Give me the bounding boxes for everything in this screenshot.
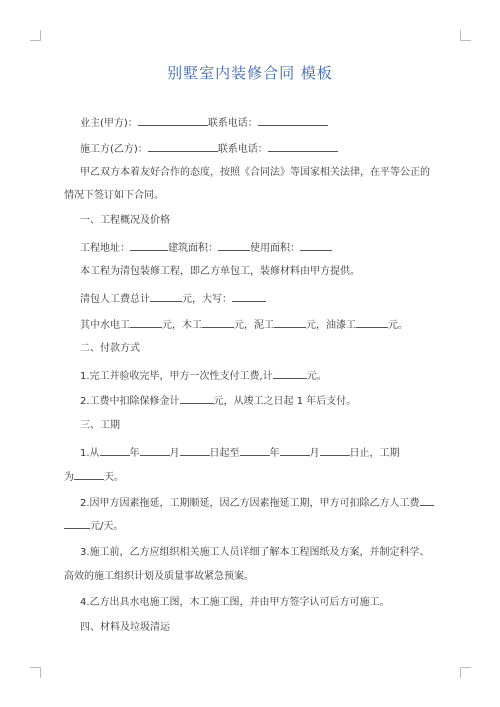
use-area-blank[interactable] <box>300 240 332 251</box>
labor-total-yuan: 元， <box>182 294 202 305</box>
payment-item-1-text: 1.完工并验收完毕，甲方一次性支付工费,计 <box>80 371 273 382</box>
section-3-heading: 三、工期 <box>80 420 120 431</box>
party-b-name-blank[interactable] <box>148 141 218 152</box>
intro-line-1: 甲乙双方本着友好合作的态度，按照《合同法》等国家相关法律，在平等公正的 <box>80 167 430 178</box>
party-a-name-blank[interactable] <box>138 115 208 126</box>
labor-breakdown-line <box>80 317 460 333</box>
carpenter-label: 元，木工 <box>162 320 202 331</box>
schedule-from: 1.从 <box>80 448 100 459</box>
start-month-blank[interactable] <box>140 445 170 456</box>
schedule-item-4: 4.乙方出具水电施工图，木工施工图，并由甲方签字认可后方可施工。 <box>80 597 390 608</box>
project-info-line <box>80 240 460 256</box>
start-year-blank[interactable] <box>100 445 130 456</box>
end-month-blank[interactable] <box>280 445 310 456</box>
corner-mark-top-right <box>460 30 471 41</box>
address-blank[interactable] <box>130 240 168 251</box>
labor-total-label: 清包人工费总计 <box>80 294 150 305</box>
payment-item-1 <box>80 368 460 384</box>
duration-days: 天。 <box>104 472 124 483</box>
party-a-phone-blank[interactable] <box>258 115 328 126</box>
end-day-label: 日止，工期 <box>349 448 400 459</box>
schedule-item-2 <box>80 495 460 511</box>
section-4-heading: 四、材料及垃圾清运 <box>80 622 170 633</box>
start-month-label: 月 <box>169 448 180 459</box>
corner-mark-bottom-left <box>30 667 41 678</box>
document-title: 别墅室内装修合同 模板 <box>167 64 333 82</box>
schedule-item-1 <box>80 445 460 461</box>
party-b-phone-blank[interactable] <box>268 141 338 152</box>
payment-item-2-suffix: 元，从竣工之日起 1 年后支付。 <box>213 396 357 407</box>
area-label: 建筑面积： <box>168 243 218 254</box>
electrician-blank[interactable] <box>130 317 162 328</box>
area-blank[interactable] <box>218 240 250 251</box>
end-day-blank[interactable] <box>320 445 350 456</box>
party-a-line <box>80 115 460 131</box>
electrician-label: 其中水电工 <box>80 320 130 331</box>
start-year-label: 年 <box>129 448 140 459</box>
day-to-label: 日起至 <box>209 448 240 459</box>
use-area-label: 使用面积： <box>250 243 300 254</box>
schedule-item-3: 3.施工前，乙方应组织相关施工人员详细了解本工程图纸及方案，并制定科学、 <box>80 547 430 558</box>
party-a-label: 业主(甲方)： <box>80 118 138 129</box>
payment-item-2 <box>80 393 460 409</box>
painter-label: 元，油漆工 <box>306 320 356 331</box>
schedule-item-1-cont <box>64 469 444 485</box>
schedule-item-2-cont <box>64 518 444 534</box>
duration-blank[interactable] <box>74 469 104 480</box>
schedule-item-3-cont: 高效的施工组织计划及质量事故紧急预案。 <box>64 571 254 582</box>
section-1-heading: 一、工程概况及价格 <box>80 215 170 226</box>
painter-blank[interactable] <box>356 317 388 328</box>
intro-line-2: 情况下签订如下合同。 <box>64 190 164 201</box>
party-b-line <box>80 141 460 157</box>
address-label: 工程地址： <box>80 243 130 254</box>
corner-mark-top-left <box>30 30 41 41</box>
carpenter-blank[interactable] <box>202 317 234 328</box>
payment-amount-blank[interactable] <box>273 368 307 379</box>
payment-item-1-suffix: 元。 <box>306 371 327 382</box>
in-words-blank[interactable] <box>232 291 266 302</box>
contract-type-text: 本工程为清包装修工程，即乙方单包工，装修材料由甲方提供。 <box>80 266 360 277</box>
end-year-label: 年 <box>269 448 280 459</box>
in-words-label: 大写： <box>202 294 232 305</box>
end-month-label: 月 <box>309 448 320 459</box>
schedule-item-2-text: 2.因甲方因素拖延，工期顺延，因乙方因素拖延工期，甲方可扣除乙方人工费 <box>80 498 420 509</box>
labor-total-line <box>80 291 460 307</box>
section-2-heading: 二、付款方式 <box>80 343 140 354</box>
party-b-label: 施工方(乙方)： <box>80 144 148 155</box>
corner-mark-bottom-right <box>460 667 471 678</box>
start-day-blank[interactable] <box>180 445 210 456</box>
penalty-blank-a[interactable] <box>420 495 434 506</box>
end-year-blank[interactable] <box>240 445 270 456</box>
penalty-unit: 元/天。 <box>90 521 124 532</box>
mason-blank[interactable] <box>274 317 306 328</box>
breakdown-end: 元。 <box>388 320 408 331</box>
mason-label: 元，泥工 <box>234 320 274 331</box>
party-a-phone-label: 联系电话： <box>207 118 258 129</box>
penalty-blank-b[interactable] <box>64 518 90 529</box>
labor-total-blank[interactable] <box>150 291 182 302</box>
warranty-amount-blank[interactable] <box>180 393 214 404</box>
party-b-phone-label: 联系电话： <box>217 144 268 155</box>
payment-item-2-text: 2.工费中扣除保修金计 <box>80 396 180 407</box>
duration-for: 为 <box>64 472 74 483</box>
